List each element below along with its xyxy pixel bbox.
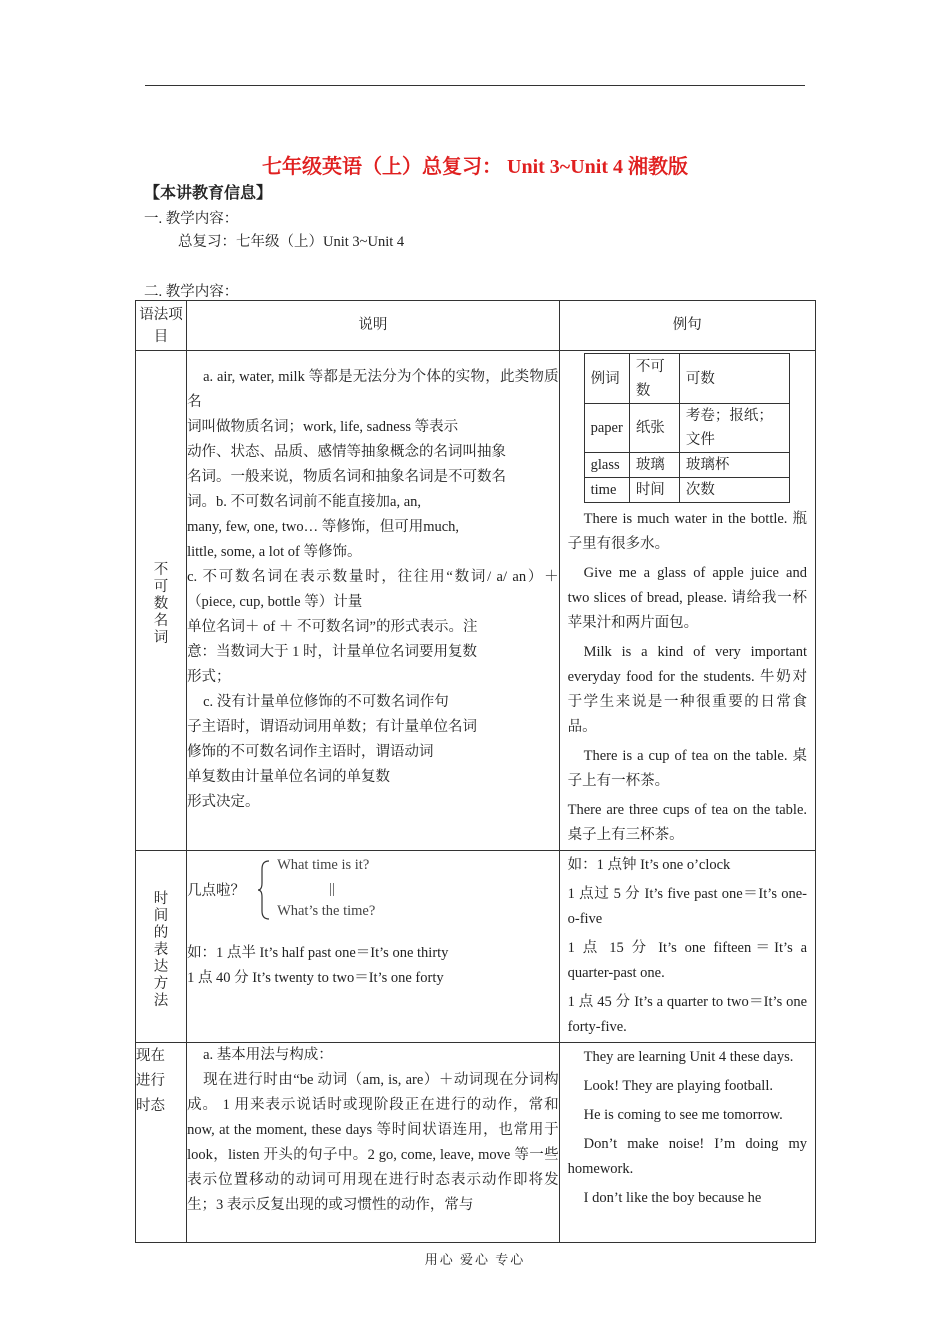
inner-cell: 玻璃杯 <box>679 453 789 478</box>
example-sentence: There are three cups of tea on the table. 桌子上有三杯茶。 <box>567 802 807 843</box>
item2-label: 二. 教学内容： <box>144 284 239 300</box>
time-question: 几点啦？ <box>187 883 246 899</box>
inner-cell: time <box>584 478 629 503</box>
list-item: 形式决定。 <box>187 794 260 810</box>
table-row <box>136 351 816 851</box>
inner-cell: 时间 <box>629 478 679 503</box>
header-explanation: 说明 <box>187 301 560 351</box>
example-sentence: 1 点 45 分 It’s a quarter to two＝It’s one forty-five. <box>567 994 807 1035</box>
example-sentence: He is coming to see me tomorrow. <box>583 1107 783 1123</box>
list-item: a. 基本用法与构成： <box>203 1047 333 1063</box>
inner-cell: 玻璃 <box>629 453 679 478</box>
row-label-text: 现在进行时态 <box>136 1048 165 1114</box>
time-explanation <box>187 851 560 1043</box>
example-sentence: 如：1 点钟 It’s one o’clock <box>567 857 731 873</box>
row-label-text: 不可数名词 <box>153 562 169 646</box>
time-examples <box>559 851 815 1043</box>
inner-cell: 纸张 <box>629 404 679 453</box>
row-label-progressive <box>136 1043 187 1243</box>
grammar-table <box>135 300 816 1243</box>
list-item: 名词。一般来说，物质名词和抽象名词是不可数名 <box>187 469 507 485</box>
example-sentence: They are learning Unit 4 these days. <box>583 1049 794 1065</box>
progressive-explanation <box>187 1043 560 1243</box>
list-item: 单复数由计量单位名词的单复数 <box>187 769 391 785</box>
list-item: 词叫做物质名词；work, life, sadness 等表示 <box>187 419 459 435</box>
inner-cell: glass <box>584 453 629 478</box>
list-item: 意：当数词大于 1 时，计量单位名词要用复数 <box>187 644 478 660</box>
page-footer: 用心 爱心 专心 <box>424 1252 526 1267</box>
example-sentence: I don’t like the boy because he <box>583 1190 762 1206</box>
equals-mark: || <box>329 881 335 897</box>
header-examples: 例句 <box>559 301 815 351</box>
example-sentence: 1 点 15 分 It’s one fifteen＝It’s a quarter-past one. <box>567 940 807 981</box>
time-q2: What’s the time? <box>277 903 376 919</box>
time-question-group <box>187 857 559 927</box>
inner-cell: 考卷；报纸；文件 <box>679 404 789 453</box>
time-q1: What time is it? <box>277 857 370 873</box>
example-sentence: Give me a glass of apple juice and two slices of bread, please. 请给我一杯苹果汁和两片面包。 <box>567 565 807 631</box>
list-item: 子主语时，谓语动词用单数；有计量单位名词 <box>187 719 478 735</box>
inner-cell: paper <box>584 404 629 453</box>
inner-header-uncountable: 不可数 <box>629 354 679 404</box>
time-example: 如：1 点半 It’s half past one＝It’s one thirty <box>187 945 449 961</box>
item1-label: 一. 教学内容： <box>144 211 239 227</box>
inner-header-countable: 可数 <box>679 354 789 404</box>
table-header-row <box>136 301 816 351</box>
inner-header-word: 例词 <box>584 354 629 404</box>
header-grammar-item: 语法项目 <box>136 301 187 351</box>
list-item: c. 不可数名词在表示数量时，往往用“数词/ a/ an）＋（piece, cup, bottle 等）计量 <box>187 569 559 610</box>
list-item: 形式； <box>187 669 231 685</box>
inner-cell: 次数 <box>679 478 789 503</box>
row-label-time <box>136 851 187 1043</box>
list-item: 词。b. 不可数名词前不能直接加a, an, <box>187 494 422 510</box>
list-item: many, few, one, two… 等修饰，但可用much, <box>187 519 460 535</box>
example-sentence: Don’t make noise! I’m doing my homework. <box>567 1136 807 1177</box>
uncountable-examples <box>559 351 815 851</box>
list-item: little, some, a lot of 等修饰。 <box>187 544 362 560</box>
example-sentence: Milk is a kind of very important everyday food for the students. 牛奶对于学生来说是一种很重要的日常食品。 <box>567 644 807 735</box>
row-label-uncountable <box>136 351 187 851</box>
table-row <box>136 851 816 1043</box>
word-meaning-table <box>584 353 790 503</box>
document-title: 七年级英语（上）总复习： Unit 3~Unit 4 湘教版 <box>262 156 688 178</box>
time-example: 1 点 40 分 It’s twenty to two＝It’s one forty <box>187 970 444 986</box>
example-sentence: There is a cup of tea on the table. 桌子上有一杯茶。 <box>567 748 807 789</box>
example-sentence: 1 点过 5 分 It’s five past one＝It’s one-o-five <box>567 886 807 927</box>
uncountable-explanation <box>187 351 560 851</box>
list-item: 修饰的不可数名词作主语时，谓语动词 <box>187 744 434 760</box>
table-row <box>136 1043 816 1243</box>
header-rule <box>145 85 805 86</box>
list-item: a. air, water, milk 等都是无法分为个体的实物，此类物质名 <box>187 369 559 410</box>
progressive-examples <box>559 1043 815 1243</box>
list-item: 单位名词＋ of ＋ 不可数名词”的形式表示。注 <box>187 619 478 635</box>
example-sentence: Look! They are playing football. <box>583 1078 773 1094</box>
list-item: 现在进行时由“be 动词（am, is, are）＋动词现在分词构成。 1 用来表示说话时或现阶段正在进行的动作，常和 now, at the moment, these days 等时间状语连用，也常用于 look，listen 开头的句子中。2 go, come, leave, move 等一些表示位置移动的动词可用现在进行时态表示动作即将发生；3 表示反复出现的或习惯性的动作，常与 <box>187 1072 559 1213</box>
brace-icon <box>257 859 271 921</box>
list-item: c. 没有计量单位修饰的不可数名词作句 <box>203 694 449 710</box>
row-label-text: 时间的表达方法 <box>153 891 169 1009</box>
section-heading: 【本讲教育信息】 <box>144 183 273 202</box>
list-item: 动作、状态、品质、感情等抽象概念的名词叫抽象 <box>187 444 507 460</box>
example-sentence: There is much water in the bottle. 瓶子里有很多水。 <box>567 511 807 552</box>
item1-text: 总复习：七年级（上）Unit 3~Unit 4 <box>178 234 405 250</box>
